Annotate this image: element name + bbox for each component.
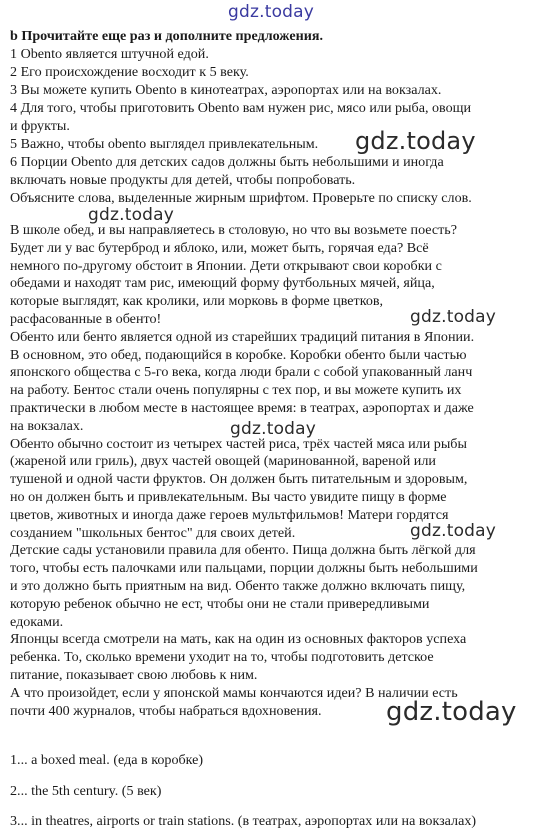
text-line: питание, показывает свою любовь к ним. xyxy=(10,666,258,683)
text-line: которые выглядят, как кролики, или морковь в форме цветков, xyxy=(10,293,384,310)
watermark: gdz.today xyxy=(230,419,317,439)
task-line-2: 2 Его происхождение восходит к 5 веку. xyxy=(10,64,249,80)
text-line: тушеной и одной части фруктов. Он должен быть питательным и здоровым, xyxy=(10,471,468,488)
watermark: gdz.today xyxy=(88,205,175,225)
text-line: цветов, животных и иногда даже героев мультфильмов! Матери гордятся xyxy=(10,506,449,523)
task-block xyxy=(10,27,534,207)
text-line: японского общества с 5-го века, когда люди брали с собой упакованный ланч xyxy=(10,364,473,381)
watermark: gdz.today xyxy=(410,521,497,541)
task-line-4-cont: и фрукты. xyxy=(10,118,70,134)
text-line: едоками. xyxy=(10,613,64,630)
watermark: gdz.today xyxy=(386,697,517,727)
task-line-5: 5 Важно, чтобы obento выглядел привлекательным. xyxy=(10,136,319,152)
text-line: обедами и находят там рис, имеющий форму футбольных мячей, яйца, xyxy=(10,275,435,292)
text-line: Будет ли у вас бутерброд и яблоко, или, может быть, горячая еда? Всё xyxy=(10,239,429,256)
text-line: (жареной или гриль), двух частей овощей (маринованной, вареной или xyxy=(10,453,436,470)
text-line: на работу. Бентос стали очень популярны с тех пор, и вы можете купить их xyxy=(10,382,462,399)
text-line: В школе обед, и вы направляетесь в столовую, но что вы возьмете поесть? xyxy=(10,222,457,238)
text-line: ребенка. То, сколько времени уходит на то, чтобы подготовить детское xyxy=(10,649,434,666)
reading-text xyxy=(10,222,534,720)
text-line: того, чтобы есть палочками или пальцами, порции должны быть небольшими xyxy=(10,560,478,577)
task-line-4: 4 Для того, чтобы приготовить Obento вам нужен рис, мясо или рыба, овощи xyxy=(10,100,472,116)
task-line-6-cont: включать новые продукты для детей, чтобы попробовать. xyxy=(10,172,356,188)
text-line: на вокзалах. xyxy=(10,417,84,434)
text-line: почти 400 журналов, чтобы набраться вдохновения. xyxy=(10,702,322,719)
text-line: Детские сады установили правила для обенто. Пища должна быть лёгкой для xyxy=(10,542,476,559)
text-line: но он должен быть и привлекательным. Вы часто увидите пищу в форме xyxy=(10,488,447,505)
task-line-1: 1 Obento является штучной едой. xyxy=(10,46,209,62)
task-heading: b Прочитайте еще раз и дополните предложения. xyxy=(10,28,323,44)
text-line: расфасованные в обенто! xyxy=(10,310,162,327)
answer-2: 2... the 5th century. (5 век) xyxy=(10,783,162,799)
text-line: созданием "школьных бентос" для своих детей. xyxy=(10,524,296,541)
task-instruction: Объясните слова, выделенные жирным шрифтом. Проверьте по списку слов. xyxy=(10,190,472,206)
text-line: А что произойдет, если у японской мамы кончаются идеи? В наличии есть xyxy=(10,684,458,701)
watermark-top: gdz.today xyxy=(228,2,315,22)
text-line: немного по-другому обстоит в Японии. Дети открывают свои коробки с xyxy=(10,257,442,274)
text-line: В основном, это обед, подающийся в коробке. Коробки обенто были частью xyxy=(10,346,467,363)
watermark: gdz.today xyxy=(410,307,497,327)
answer-3: 3... in theatres, airports or train stations. (в театрах, аэропортах или на вокзалах) xyxy=(10,813,477,829)
task-line-6: 6 Порции Obento для детских садов должны быть небольшими и иногда xyxy=(10,154,444,170)
text-line: которую ребенок обычно не ест, чтобы они не стали привередливыми xyxy=(10,595,430,612)
text-line: практически в любом месте в настоящее время: в театрах, аэропортах и даже xyxy=(10,399,474,416)
text-line: Японцы всегда смотрели на мать, как на один из основных факторов успеха xyxy=(10,631,467,648)
text-line: Обенто или бенто является одной из старейших традиций питания в Японии. xyxy=(10,328,475,345)
answer-1: 1... a boxed meal. (еда в коробке) xyxy=(10,752,204,768)
text-line: и это должно быть приятным на вид. Обенто также должно включать пищу, xyxy=(10,577,466,594)
watermark: gdz.today xyxy=(355,127,476,155)
task-line-3: 3 Вы можете купить Obento в кинотеатрах, аэропортах или на вокзалах. xyxy=(10,82,442,98)
text-line: Обенто обычно состоит из четырех частей риса, трёх частей мяса или рыбы xyxy=(10,435,467,452)
